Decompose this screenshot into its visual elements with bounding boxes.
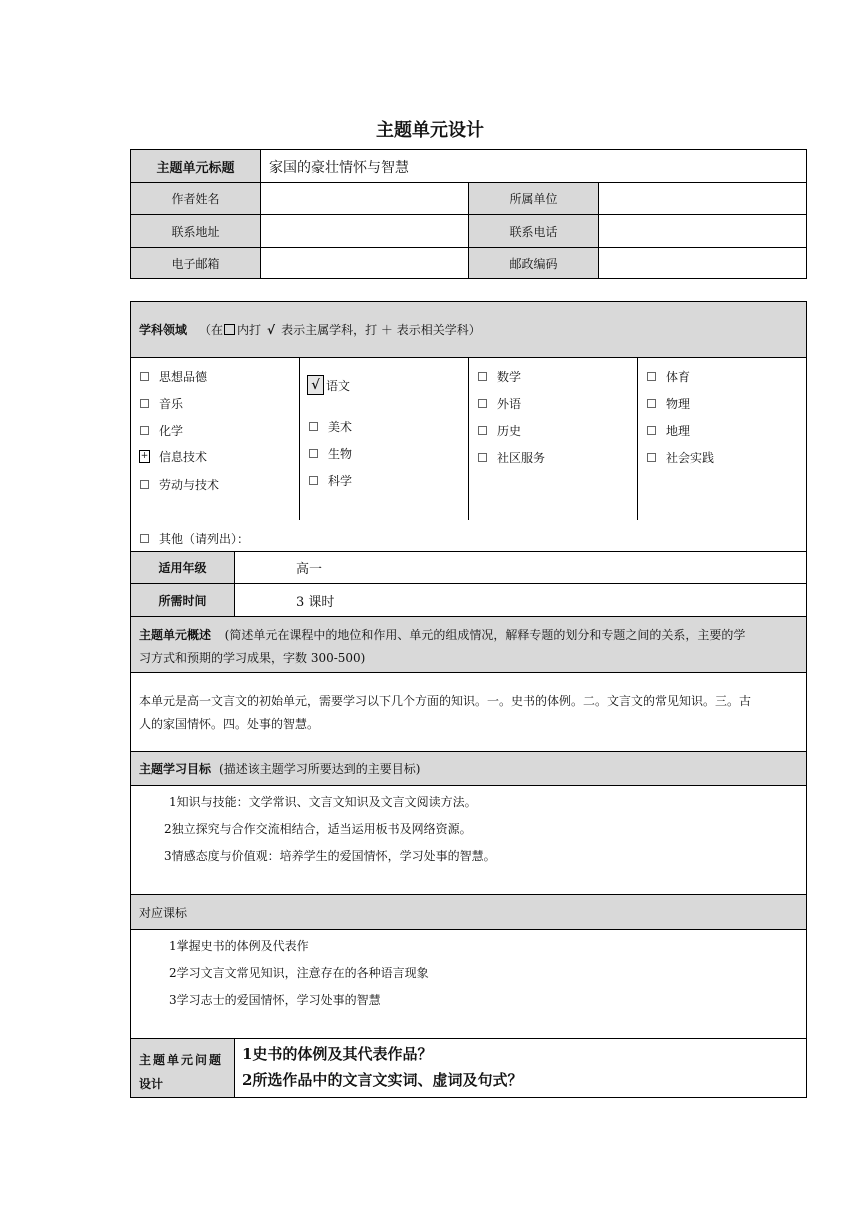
subject-checkbox[interactable] — [647, 422, 690, 439]
subject-other-checkbox[interactable] — [140, 530, 249, 547]
overview-note-line2: 习方式和预期的学习成果，字数 300-500) — [139, 651, 366, 665]
org-label: 所属单位 — [509, 192, 558, 206]
subject-checkbox[interactable] — [478, 368, 521, 385]
subject-header-note-1: （在 — [199, 323, 224, 337]
checkbox-icon — [140, 426, 149, 435]
checkbox-icon — [140, 399, 149, 408]
standard-item[interactable]: 1掌握史书的体例及代表作 — [169, 939, 309, 953]
subject-label: 数学 — [497, 370, 522, 384]
divider — [468, 182, 469, 278]
design-table — [130, 301, 807, 1098]
subject-label: 生物 — [328, 447, 353, 461]
time-label-cell — [131, 584, 234, 616]
subject-checkbox[interactable] — [140, 395, 183, 412]
email-label: 电子邮箱 — [171, 256, 220, 271]
checkbox-icon — [478, 453, 487, 462]
title-value-cell[interactable] — [261, 150, 806, 183]
subject-label: 体育 — [666, 370, 691, 384]
standards-header — [131, 895, 806, 929]
page-title: 主题单元设计 — [376, 120, 484, 141]
checkbox-icon — [309, 476, 318, 485]
grade-label-cell — [131, 552, 234, 583]
divider — [234, 1039, 235, 1097]
subject-header — [131, 302, 806, 357]
checkbox-icon — [478, 426, 487, 435]
org-value-cell[interactable] — [599, 183, 806, 214]
author-label-cell — [131, 183, 260, 214]
overview-label: 主题单元概述 — [139, 628, 212, 642]
checkbox-icon — [140, 480, 149, 489]
subject-checkbox[interactable] — [309, 445, 352, 462]
phone-label: 联系电话 — [509, 224, 558, 239]
standard-item[interactable]: 2学习文言文常见知识，注意存在的各种语言现象 — [169, 966, 429, 980]
phone-value-cell[interactable] — [599, 215, 806, 247]
checkbox-icon — [478, 399, 487, 408]
subject-label: 地理 — [666, 424, 691, 438]
address-value-cell[interactable] — [261, 215, 468, 247]
standards-label: 对应课标 — [139, 905, 188, 920]
divider — [468, 358, 469, 520]
subject-label: 物理 — [666, 397, 691, 411]
question-item[interactable]: 2所选作品中的文言文实词、虚词及句式？ — [242, 1071, 523, 1089]
goals-note: (描述该主题学习所要达到的主要目标) — [219, 762, 421, 776]
subject-label: 美术 — [328, 420, 353, 434]
grade-value: 高一 — [296, 562, 323, 577]
subject-label: 社区服务 — [497, 451, 546, 465]
questions-label-line2: 设计 — [139, 1077, 164, 1091]
subject-checkbox[interactable] — [140, 422, 183, 439]
subject-checkbox[interactable] — [647, 368, 690, 385]
checked-box-icon: √ — [307, 375, 324, 395]
goals-label: 主题学习目标 — [139, 762, 212, 776]
postcode-value-cell[interactable] — [599, 248, 806, 278]
goal-item[interactable]: 3情感态度与价值观：培养学生的爱国情怀，学习处事的智慧。 — [164, 849, 496, 863]
subject-label: 思想品德 — [159, 370, 208, 384]
checkbox-icon — [309, 422, 318, 431]
title-label: 主题单元标题 — [156, 161, 235, 176]
question-item[interactable]: 1史书的体例及其代表作品？ — [242, 1045, 433, 1063]
subject-checkbox[interactable] — [478, 395, 521, 412]
subject-checkbox[interactable] — [647, 449, 714, 466]
subject-checkbox[interactable] — [309, 472, 352, 489]
subject-checkbox-main[interactable] — [307, 375, 350, 395]
checkbox-icon — [140, 372, 149, 381]
subject-label: 信息技术 — [159, 450, 208, 464]
divider — [637, 358, 638, 520]
subject-header-label: 学科领域 — [139, 323, 188, 337]
address-label: 联系地址 — [171, 224, 220, 239]
subject-checkbox[interactable] — [309, 418, 352, 435]
divider — [131, 929, 806, 930]
subject-checkbox[interactable] — [478, 449, 545, 466]
subject-label: 历史 — [497, 424, 522, 438]
divider — [131, 785, 806, 786]
overview-content-line2[interactable]: 人的家国情怀。四。处事的智慧。 — [139, 717, 320, 731]
address-label-cell — [131, 215, 260, 247]
grade-label: 适用年级 — [158, 561, 207, 575]
subject-label: 社会实践 — [666, 451, 715, 465]
subject-other-label: 其他（请列出）： — [159, 532, 250, 546]
subject-label: 语文 — [326, 378, 351, 393]
checkbox-icon — [647, 426, 656, 435]
checkbox-icon — [647, 399, 656, 408]
phone-label-cell — [469, 215, 598, 247]
subject-checkbox[interactable] — [140, 476, 219, 493]
divider — [131, 672, 806, 673]
subject-checkbox[interactable] — [478, 422, 521, 439]
subject-checkbox[interactable] — [140, 368, 207, 385]
time-label: 所需时间 — [158, 593, 207, 608]
goal-item[interactable]: 1知识与技能：文学常识、文言文知识及文言文阅读方法。 — [169, 795, 477, 809]
subject-label: 科学 — [328, 474, 353, 488]
postcode-label: 邮政编码 — [509, 256, 558, 271]
divider — [598, 182, 599, 278]
subject-checkbox-related[interactable] — [139, 448, 207, 465]
subject-label: 劳动与技术 — [159, 478, 220, 492]
subject-label: 音乐 — [159, 397, 184, 411]
overview-content-line1[interactable]: 本单元是高一文言文的初始单元，需要学习以下几个方面的知识。一。史书的体例。二。文言文的常见知识。三。古 — [139, 694, 752, 708]
author-label: 作者姓名 — [171, 192, 220, 206]
questions-label-line1: 主题单元问题 — [139, 1053, 224, 1067]
overview-note-line1: (简述单元在课程中的地位和作用、单元的组成情况，解释专题的划分和专题之间的关系，主要的学 — [224, 628, 746, 642]
title-value: 家国的豪壮情怀与智慧 — [269, 159, 409, 176]
subject-checkbox[interactable] — [647, 395, 690, 412]
plus-box-icon: + — [140, 451, 149, 461]
goal-item[interactable]: 2独立探究与合作交流相结合，适当运用板书及网络资源。 — [164, 822, 472, 836]
divider — [260, 150, 261, 278]
divider — [299, 358, 300, 520]
time-value: 3 课时 — [296, 594, 335, 610]
title-label-cell — [131, 150, 260, 183]
checkbox-icon — [224, 324, 235, 335]
checkbox-icon — [140, 534, 149, 543]
subject-label: 外语 — [497, 397, 522, 411]
time-value-cell[interactable] — [235, 584, 806, 616]
overview-header-line1 — [139, 626, 803, 644]
grade-value-cell[interactable] — [235, 552, 806, 583]
standard-item[interactable]: 3学习志士的爱国情怀，学习处事的智慧 — [169, 993, 381, 1007]
checkbox-icon — [647, 453, 656, 462]
goals-header — [131, 752, 806, 785]
org-label-cell — [469, 183, 598, 214]
info-table — [130, 149, 807, 279]
subject-header-note-2: 内打 — [237, 323, 262, 337]
checkbox-icon — [478, 372, 487, 381]
email-value-cell[interactable] — [261, 248, 468, 278]
subject-header-note-3: 表示主属学科，打 ＋ 表示相关学科） — [281, 323, 481, 337]
email-label-cell — [131, 248, 260, 278]
postcode-label-cell — [469, 248, 598, 278]
subject-label: 化学 — [159, 424, 184, 438]
checkbox-icon — [647, 372, 656, 381]
check-mark-icon: √ — [267, 322, 276, 337]
checkbox-icon — [309, 449, 318, 458]
